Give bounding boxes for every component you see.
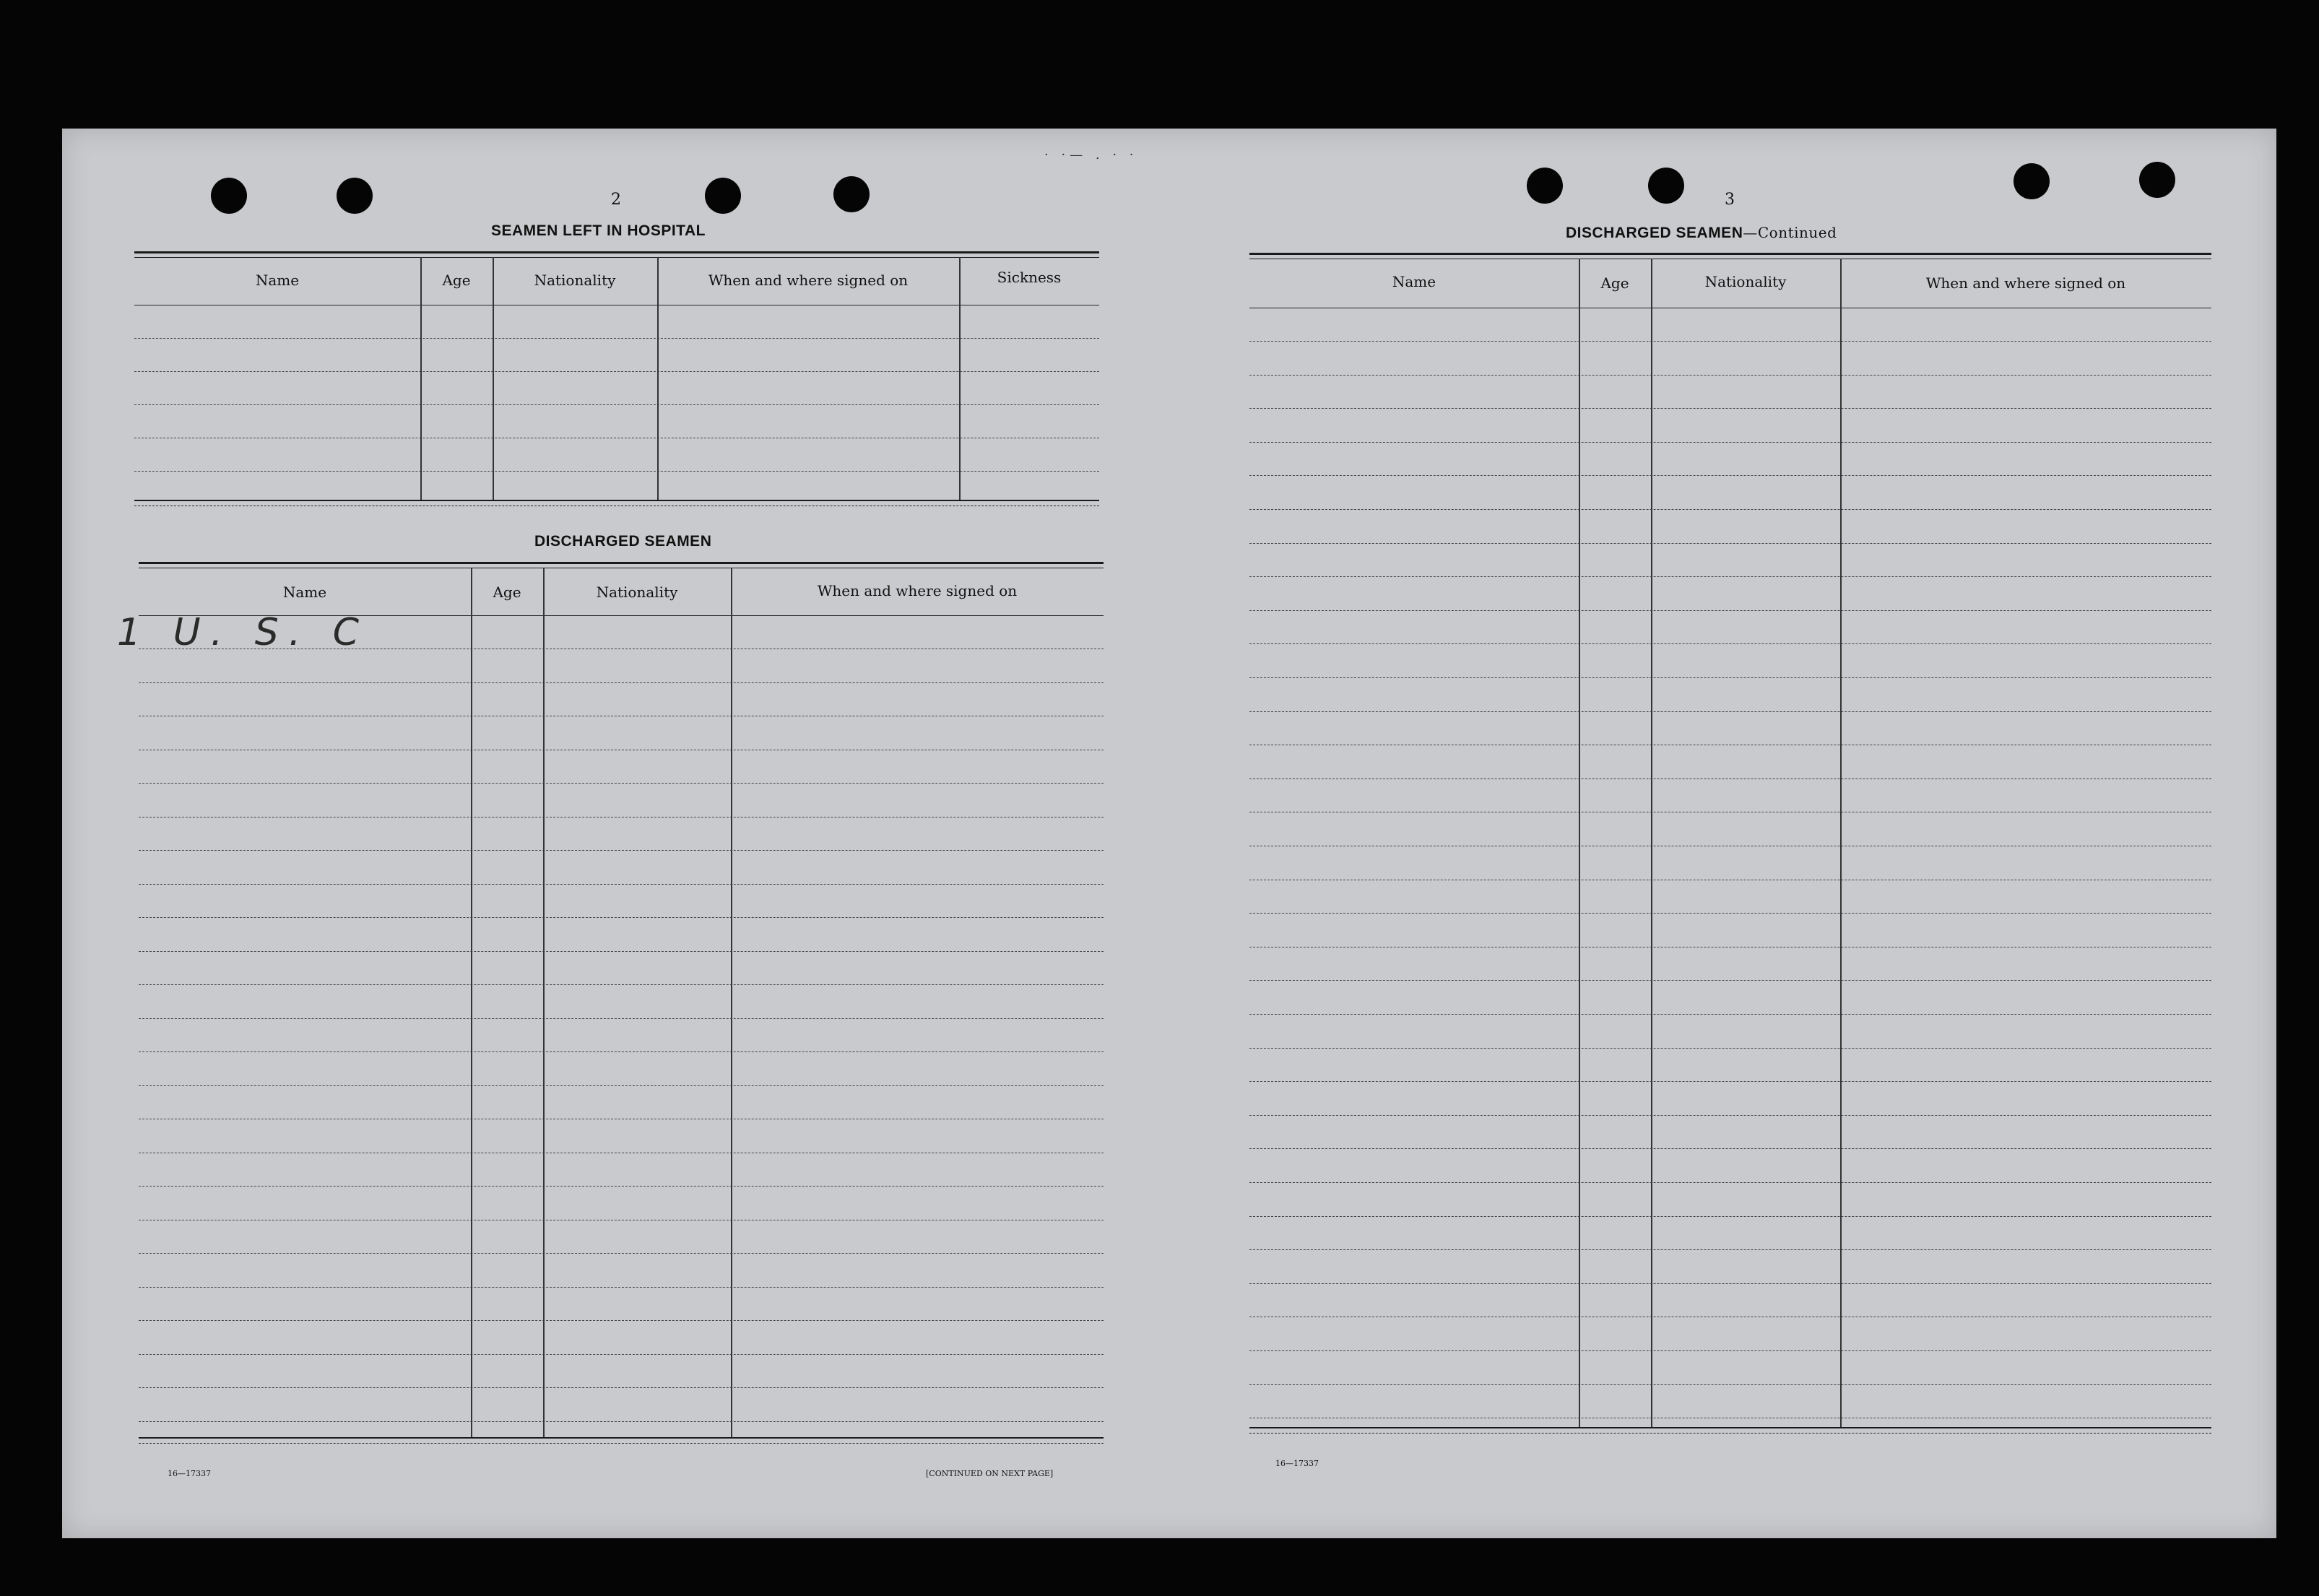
- table-row: [1249, 980, 2211, 981]
- table-row: [1249, 1014, 2211, 1015]
- table-row: [139, 1320, 1104, 1321]
- punch-hole: [211, 178, 247, 214]
- discharged-continued-title-suffix: —Continued: [1743, 224, 1837, 241]
- punch-hole: [2014, 163, 2050, 199]
- table-row: [139, 951, 1104, 952]
- top-marks: · ·— . · ·: [1044, 147, 1138, 162]
- table-row: [139, 1387, 1104, 1388]
- table-row: [1249, 1182, 2211, 1183]
- form-number-left: 16—17337: [168, 1469, 211, 1478]
- continued-note: [CONTINUED ON NEXT PAGE]: [926, 1469, 1054, 1478]
- table-row: [139, 917, 1104, 918]
- table-row: [1249, 1081, 2211, 1082]
- table-row: [1249, 408, 2211, 409]
- form-number-right: 16—17337: [1275, 1459, 1319, 1468]
- table-row: [1249, 375, 2211, 376]
- table-row: [1249, 913, 2211, 914]
- table-row: [139, 1186, 1104, 1187]
- punch-hole: [2139, 162, 2175, 198]
- discharged-continued-title: [1566, 224, 1837, 242]
- table-row: [1249, 1350, 2211, 1351]
- handwritten-entry: 1 U. S. C: [117, 611, 370, 654]
- right-col-age: Age: [1600, 274, 1629, 292]
- table-row: [139, 783, 1104, 784]
- discharged-section-title: DISCHARGED SEAMEN: [534, 533, 712, 550]
- hospital-table: [134, 251, 1099, 508]
- hospital-col-sickness: Sickness: [997, 269, 1062, 286]
- table-row: [1249, 341, 2211, 342]
- table-row: [1249, 610, 2211, 611]
- page-number-right: 3: [1725, 191, 1735, 209]
- table-row: [139, 1421, 1104, 1422]
- punch-hole: [1648, 168, 1684, 204]
- table-row: [1249, 543, 2211, 544]
- discharged-col-name: Name: [282, 584, 327, 601]
- table-row: [1249, 1148, 2211, 1149]
- right-col-nationality: Nationality: [1704, 273, 1787, 290]
- table-row: [1249, 1115, 2211, 1116]
- right-col-name: Name: [1392, 273, 1436, 290]
- discharged-table-left: [139, 562, 1104, 1447]
- form-sheet: [62, 129, 2276, 1538]
- hospital-col-age: Age: [442, 272, 471, 289]
- hospital-section-title: SEAMEN LEFT IN HOSPITAL: [491, 222, 706, 239]
- table-row: [1249, 509, 2211, 510]
- table-row: [139, 1354, 1104, 1355]
- table-row: [139, 682, 1104, 683]
- punch-hole: [1527, 168, 1563, 204]
- table-row: [139, 984, 1104, 985]
- hospital-col-signed-on: When and where signed on: [708, 272, 909, 289]
- table-row: [1249, 1249, 2211, 1250]
- discharged-col-signed-on: When and where signed on: [817, 582, 1018, 599]
- table-row: [139, 1085, 1104, 1086]
- table-row: [139, 1018, 1104, 1019]
- table-row: [1249, 1283, 2211, 1284]
- table-row: [139, 884, 1104, 885]
- table-row: [1249, 711, 2211, 712]
- table-row: [1249, 1384, 2211, 1385]
- table-row: [139, 1253, 1104, 1254]
- table-row: [1249, 677, 2211, 678]
- discharged-continued-title-main: DISCHARGED SEAMEN: [1566, 225, 1743, 241]
- discharged-table-right: [1249, 253, 2211, 1447]
- table-row: [139, 850, 1104, 851]
- table-row: [1249, 643, 2211, 644]
- table-row: [1249, 1216, 2211, 1217]
- right-col-signed-on: When and where signed on: [1925, 274, 2126, 292]
- page-number-left: 2: [611, 191, 621, 209]
- hospital-col-name: Name: [255, 272, 300, 289]
- punch-hole: [705, 178, 741, 214]
- table-row: [139, 1287, 1104, 1288]
- punch-hole: [833, 176, 870, 212]
- punch-hole: [337, 178, 373, 214]
- hospital-col-nationality: Nationality: [534, 272, 616, 289]
- discharged-col-nationality: Nationality: [596, 584, 678, 601]
- table-row: [1249, 442, 2211, 443]
- discharged-col-age: Age: [493, 584, 521, 601]
- table-row: [1249, 576, 2211, 577]
- table-row: [139, 1051, 1104, 1052]
- table-row: [1249, 1048, 2211, 1049]
- table-row: [1249, 475, 2211, 476]
